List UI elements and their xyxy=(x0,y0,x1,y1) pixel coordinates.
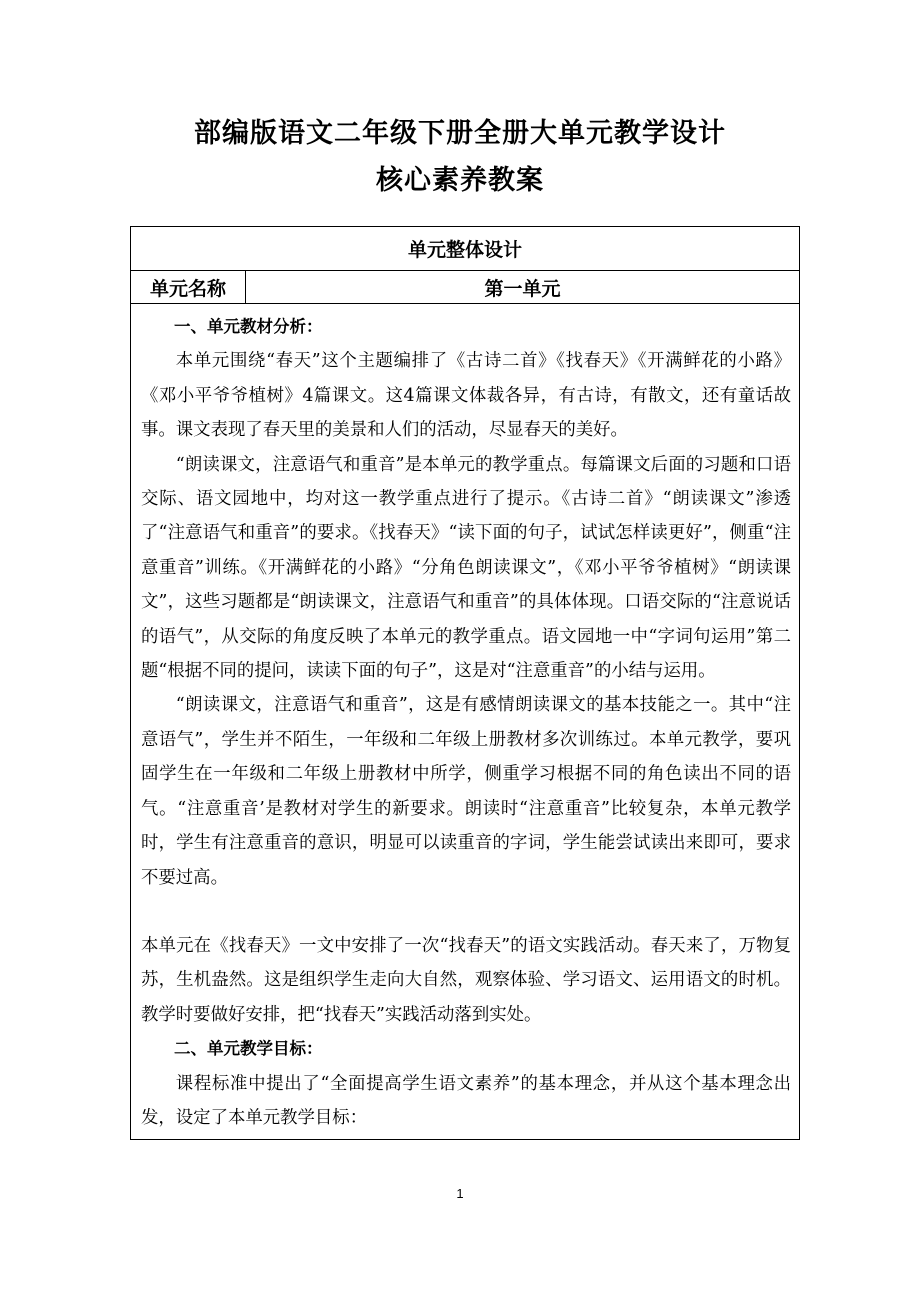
section2-heading: 二、单元教学目标： xyxy=(174,1039,323,1059)
blank-line xyxy=(141,895,791,929)
unit-name-label: 单元名称 xyxy=(131,271,246,304)
unit-name-value: 第一单元 xyxy=(246,271,800,304)
section1-paragraph: 本单元围绕“春天”这个主题编排了《古诗二首》《找春天》《开满鲜花的小路》《邓小平爷爷植树》4篇课文。这4篇课文体裁各异，有古诗，有散文，还有童话故事。课文表现了春天里的美景和人们的活动，尽显春天的美好。 xyxy=(141,351,792,441)
content-row xyxy=(131,304,800,1140)
document-subtitle: 核心素养教案 xyxy=(376,165,544,196)
table-header-row xyxy=(131,227,800,271)
table-header: 单元整体设计 xyxy=(131,227,800,271)
unit-name-row xyxy=(131,271,800,304)
section1-heading: 一、单元教材分析： xyxy=(174,317,323,336)
section1-paragraph: “朗读课文，注意语气和重音”，这是有感情朗读课文的基本技能之一。其中“注意语气”，学生并不陌生，一年级和二年级上册教材多次训练过。本单元教学，要巩固学生在一年级和二年级上册教材中所学，侧重学习根据不同的角色读出不同的语气。“注意重音’是教材对学生的新要求。朗读时“注意重音”比较复杂，本单元教学时，学生有注意重音的意识，明显可以读重音的字词，学生能尝试读出来即可，要求不要过高。 xyxy=(141,695,792,888)
section1-extra-paragraph: 本单元在《找春天》一文中安排了一次“找春天”的语文实践活动。春天来了，万物复苏，生机盎然。这是组织学生走向大自然，观察体验、学习语文、运用语文的时机。教学时要做好安排，把“找春天”实践活动落到实处。 xyxy=(141,935,792,1025)
section1-paragraph: “朗读课文，注意语气和重音”是本单元的教学重点。每篇课文后面的习题和口语交际、语文园地中，均对这一教学重点进行了提示。《古诗二首》“朗读课文”渗透了“注意语气和重音”的要求。《找春天》“读下面的句子，试试怎样读更好”，侧重“注意重音”训练。《开满鲜花的小路》“分角色朗读课文”，《邓小平爷爷植树》“朗读课文”，这些习题都是“朗读课文，注意语气和重音”的具体体现。口语交际的“注意说话的语气”，从交际的角度反映了本单元的教学重点。语文园地一中“字词句运用”第二题“根据不同的提问，读读下面的句子”，这是对“注意重音”的小结与运用。 xyxy=(141,454,792,682)
section2-paragraph: 课程标准中提出了“全面提高学生语文素养”的基本理念，并从这个基本理念出发，设定了本单元教学目标： xyxy=(141,1073,792,1128)
unit-design-table xyxy=(130,226,800,1140)
page-number: 1 xyxy=(456,1186,464,1201)
document-title: 部编版语文二年级下册全册大单元教学设计 xyxy=(194,118,726,149)
content-cell xyxy=(131,304,800,1140)
